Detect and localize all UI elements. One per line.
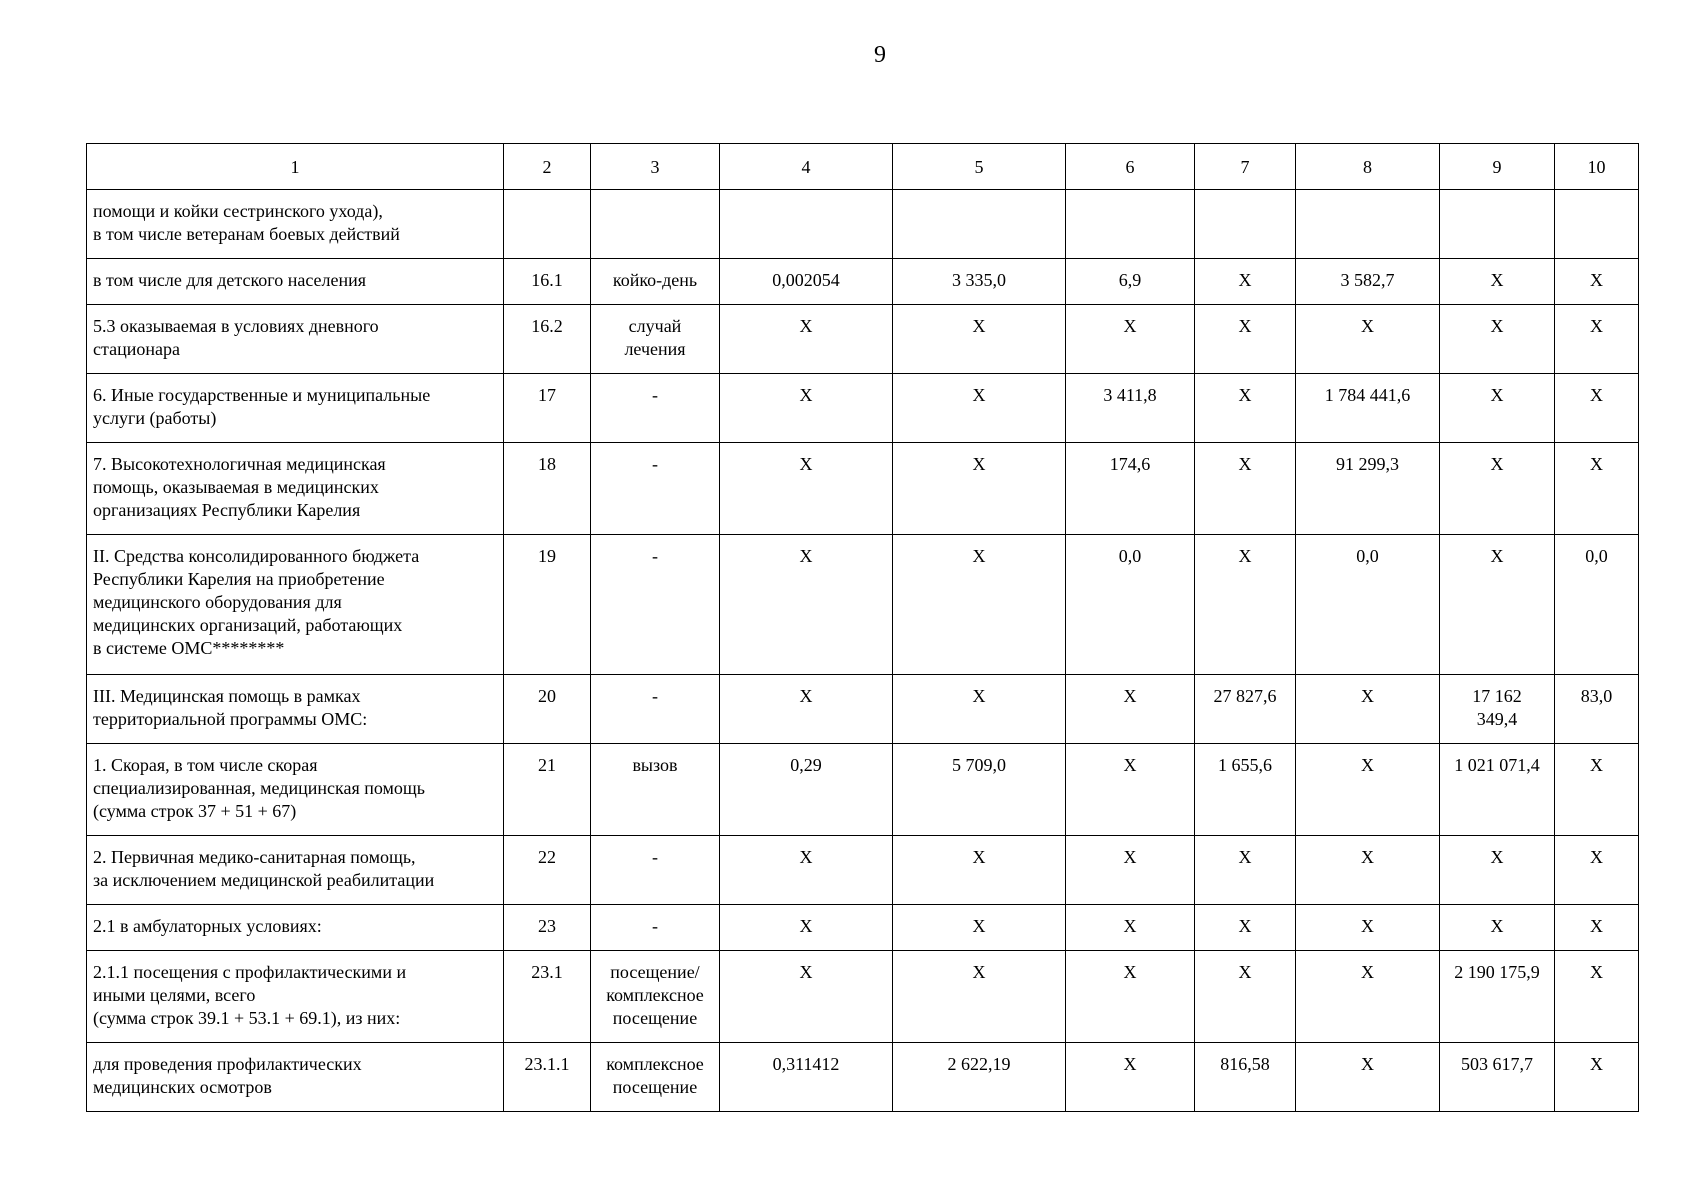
table-cell: Х [1440,905,1555,951]
table-cell: Х [1066,1043,1195,1112]
header-cell: 10 [1555,144,1639,190]
table-cell: Х [1195,374,1296,443]
table-cell: Х [1195,305,1296,374]
table-cell: 0,0 [1296,535,1440,675]
table-cell: - [591,374,720,443]
table-cell: Х [893,535,1066,675]
header-cell: 7 [1195,144,1296,190]
table-cell: Х [1555,1043,1639,1112]
table-cell: 0,29 [720,744,893,836]
table-cell: Х [1440,535,1555,675]
data-table [86,143,1639,1112]
row-label-cell: 2. Первичная медико-санитарная помощь, за исключением медицинской реабилитации [87,836,504,905]
table-cell: Х [1066,744,1195,836]
row-label-cell: в том числе для детского населения [87,259,504,305]
table-cell: 174,6 [1066,443,1195,535]
table-cell: Х [1296,675,1440,744]
table-cell: Х [893,675,1066,744]
table-cell: 2 622,19 [893,1043,1066,1112]
table-cell: Х [1195,259,1296,305]
row-label-cell: 2.1.1 посещения с профилактическими и иными целями, всего (сумма строк 39.1 + 53.1 + 69.1), из них: [87,951,504,1043]
table-cell: 0,311412 [720,1043,893,1112]
table-cell: 6,9 [1066,259,1195,305]
table-cell: Х [1066,836,1195,905]
table-cell: Х [1195,836,1296,905]
header-cell: 5 [893,144,1066,190]
table-cell: - [591,905,720,951]
table-cell: 3 411,8 [1066,374,1195,443]
table-cell: Х [893,443,1066,535]
table-cell: Х [1440,836,1555,905]
table-cell: 816,58 [1195,1043,1296,1112]
table-row [87,443,1639,535]
table-cell: Х [1440,259,1555,305]
table-cell: Х [1066,305,1195,374]
table-cell: Х [720,951,893,1043]
table-cell: Х [720,443,893,535]
table-row [87,675,1639,744]
table-cell: 22 [504,836,591,905]
table-cell: - [591,535,720,675]
table-cell: 5 709,0 [893,744,1066,836]
table-cell: 83,0 [1555,675,1639,744]
table-cell: Х [1195,443,1296,535]
table-cell: 21 [504,744,591,836]
table-row [87,190,1639,259]
table-row [87,1043,1639,1112]
table-row [87,744,1639,836]
table-cell: 23.1.1 [504,1043,591,1112]
row-label-cell: 1. Скорая, в том числе скорая специализированная, медицинская помощь (сумма строк 37 + 51 + 67) [87,744,504,836]
row-label-cell: 5.3 оказываемая в условиях дневного стационара [87,305,504,374]
table-cell: 27 827,6 [1195,675,1296,744]
table-cell: Х [1555,374,1639,443]
header-cell: 6 [1066,144,1195,190]
table-row [87,259,1639,305]
table-cell: Х [893,951,1066,1043]
table-cell [1066,190,1195,259]
table-cell: Х [1066,905,1195,951]
table-cell: - [591,443,720,535]
page-number: 9 [874,42,886,68]
table-cell: Х [720,836,893,905]
table-cell [893,190,1066,259]
row-label-cell: для проведения профилактических медицинских осмотров [87,1043,504,1112]
table-header-row [87,144,1639,190]
table-row [87,374,1639,443]
table-cell [1555,190,1639,259]
table-cell: Х [1555,305,1639,374]
table-cell: койко-день [591,259,720,305]
table-cell: посещение/ комплексное посещение [591,951,720,1043]
table-cell: Х [720,675,893,744]
table-row [87,535,1639,675]
row-label-cell: 7. Высокотехнологичная медицинская помощь, оказываемая в медицинских организациях Республики Карелия [87,443,504,535]
row-label-cell: 6. Иные государственные и муниципальные услуги (работы) [87,374,504,443]
table-cell [720,190,893,259]
table-cell: - [591,675,720,744]
table-cell: 17 162 349,4 [1440,675,1555,744]
table-cell: случай лечения [591,305,720,374]
table-cell: Х [893,305,1066,374]
table-cell [591,190,720,259]
table-cell [1296,190,1440,259]
header-cell: 1 [87,144,504,190]
table-cell: Х [1296,836,1440,905]
table-cell [1440,190,1555,259]
row-label-cell: II. Средства консолидированного бюджета Республики Карелия на приобретение медицинского оборудования для медицинских организаций, работающих в системе ОМС******** [87,535,504,675]
table-cell: 1 784 441,6 [1296,374,1440,443]
header-cell: 2 [504,144,591,190]
table-cell: Х [1296,905,1440,951]
table-cell: Х [1195,905,1296,951]
table-cell: Х [1440,374,1555,443]
table-cell: Х [1066,951,1195,1043]
table-row [87,305,1639,374]
table-cell: 1 655,6 [1195,744,1296,836]
table-row [87,951,1639,1043]
table-cell: Х [720,374,893,443]
table-cell: 1 021 071,4 [1440,744,1555,836]
header-cell: 3 [591,144,720,190]
table-cell: Х [720,905,893,951]
header-cell: 9 [1440,144,1555,190]
row-label-cell: помощи и койки сестринского ухода), в том числе ветеранам боевых действий [87,190,504,259]
row-label-cell: 2.1 в амбулаторных условиях: [87,905,504,951]
table-cell: Х [1296,951,1440,1043]
table-cell [1195,190,1296,259]
table-cell: 23 [504,905,591,951]
table-cell: Х [1195,951,1296,1043]
table-cell: 3 335,0 [893,259,1066,305]
table-cell: Х [1296,744,1440,836]
table-cell: Х [1555,259,1639,305]
table-cell: 91 299,3 [1296,443,1440,535]
table-cell [504,190,591,259]
table-cell: 18 [504,443,591,535]
table-cell: Х [893,836,1066,905]
table-cell: Х [1555,836,1639,905]
table-cell: 16.2 [504,305,591,374]
header-cell: 8 [1296,144,1440,190]
table-cell: 3 582,7 [1296,259,1440,305]
table-cell: Х [1555,905,1639,951]
table-cell: Х [1440,305,1555,374]
table-cell: Х [1066,675,1195,744]
table-cell: Х [1555,744,1639,836]
table-cell: Х [720,535,893,675]
table-cell: 17 [504,374,591,443]
table-cell: Х [1440,443,1555,535]
table-cell: 20 [504,675,591,744]
table-cell: - [591,836,720,905]
table-cell: Х [893,374,1066,443]
table-cell: 16.1 [504,259,591,305]
table-cell: 0,0 [1066,535,1195,675]
table-cell: Х [1296,305,1440,374]
table-cell: 2 190 175,9 [1440,951,1555,1043]
row-label-cell: III. Медицинская помощь в рамках территориальной программы ОМС: [87,675,504,744]
table-cell: комплексное посещение [591,1043,720,1112]
table-cell: 23.1 [504,951,591,1043]
table-cell: Х [1555,443,1639,535]
table-cell: 503 617,7 [1440,1043,1555,1112]
table-cell: 19 [504,535,591,675]
table-cell: Х [1296,1043,1440,1112]
table-cell: 0,0 [1555,535,1639,675]
table-row [87,836,1639,905]
table-cell: вызов [591,744,720,836]
table-cell: Х [1195,535,1296,675]
table-cell: Х [893,905,1066,951]
header-cell: 4 [720,144,893,190]
table-cell: Х [720,305,893,374]
table-row [87,905,1639,951]
table-cell: Х [1555,951,1639,1043]
table-cell: 0,002054 [720,259,893,305]
